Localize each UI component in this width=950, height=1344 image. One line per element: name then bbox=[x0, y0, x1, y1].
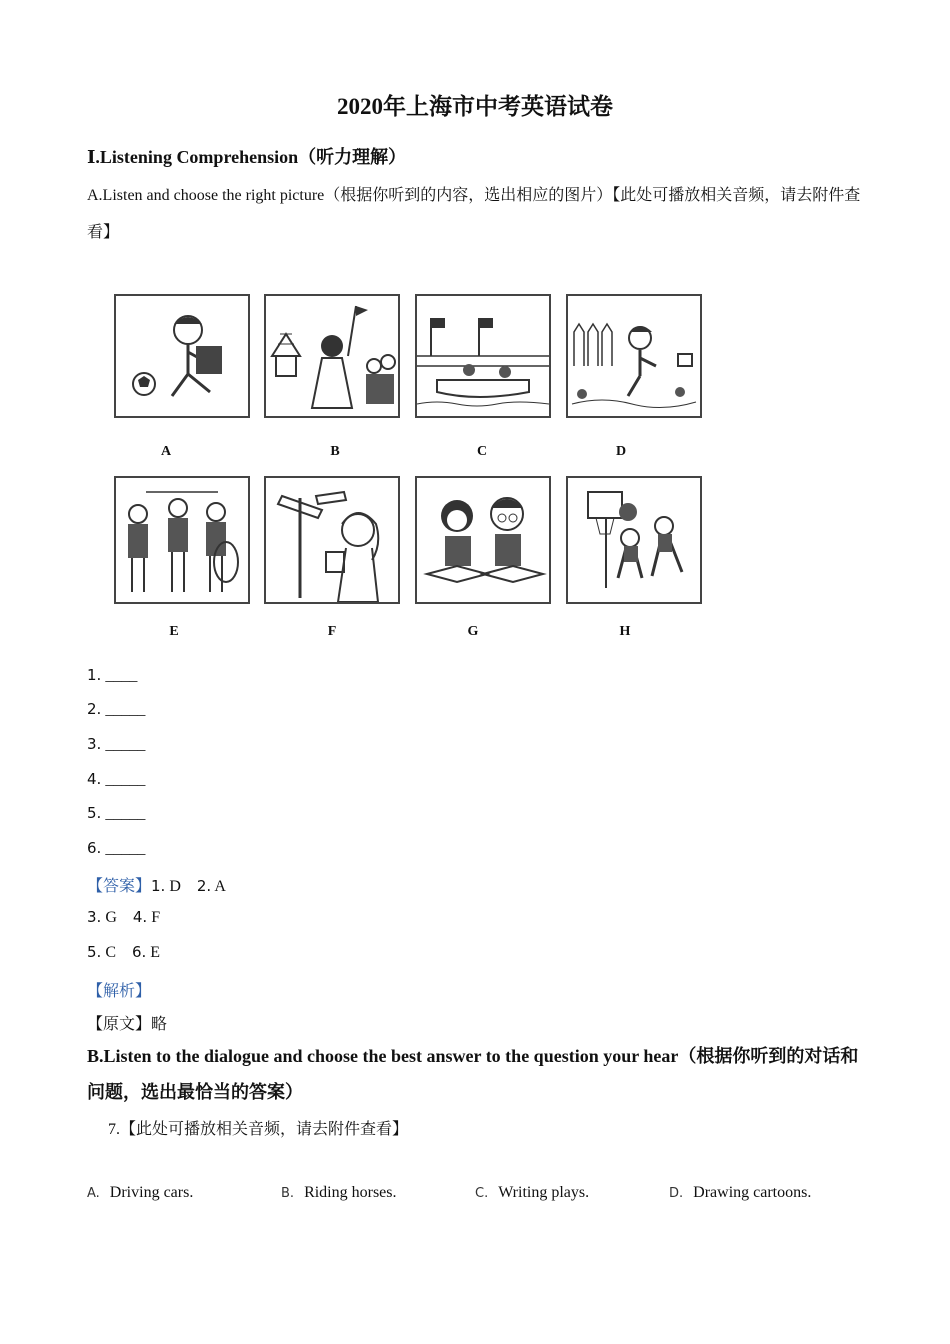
picture-label: F bbox=[327, 624, 337, 639]
original-tag: 【原文】 bbox=[87, 1016, 152, 1033]
picture-label: D bbox=[615, 444, 627, 459]
blank-line-6[interactable]: 6. _____ bbox=[87, 839, 146, 857]
option-c[interactable]: C. Writing plays. bbox=[475, 1184, 590, 1201]
picture-label: G bbox=[467, 624, 479, 639]
picture-b-tour bbox=[264, 294, 400, 418]
answer-line-1: 【答案】1. D 2. A bbox=[87, 877, 226, 895]
picture-e-band bbox=[114, 476, 250, 604]
option-d[interactable]: D. Drawing cartoons. bbox=[669, 1184, 812, 1201]
picture-label: C bbox=[476, 444, 488, 459]
blank-line-1[interactable]: 1. ____ bbox=[87, 666, 138, 684]
picture-g-studying bbox=[415, 476, 551, 604]
option-a[interactable]: A. Driving cars. bbox=[87, 1184, 194, 1201]
blank-line-3[interactable]: 3. _____ bbox=[87, 735, 146, 753]
blank-line-5[interactable]: 5. _____ bbox=[87, 804, 146, 822]
picture-label: H bbox=[619, 624, 631, 639]
picture-label: E bbox=[169, 624, 179, 639]
picture-label: B bbox=[330, 444, 340, 459]
answer-line-2: 3. G 4. F bbox=[87, 908, 161, 926]
part-b-heading: B.Listen to the dialogue and choose the best answer to the question your hear（根据你听到的对话和问题，选出最恰当的答案） bbox=[87, 1046, 859, 1102]
page-title: 2020年上海市中考英语试卷 bbox=[337, 94, 613, 119]
picture-d-gardening bbox=[566, 294, 702, 418]
picture-a-soccer bbox=[114, 294, 250, 418]
original-text: 略 bbox=[151, 1016, 168, 1033]
answer-line-3: 5. C 6. E bbox=[87, 943, 161, 961]
blank-line-4[interactable]: 4. _____ bbox=[87, 770, 146, 788]
picture-label: A bbox=[160, 444, 172, 459]
question-7: 7.【此处可播放相关音频，请去附件查看】 bbox=[108, 1121, 409, 1138]
original-text-line bbox=[87, 1011, 167, 1034]
option-b[interactable]: B. Riding horses. bbox=[281, 1184, 397, 1201]
part-a-instruction: A.Listen and choose the right picture（根据你听到的内容，选出相应的图片）【此处可播放相关音频，请去附件查看】 bbox=[87, 187, 861, 241]
section-heading-listening: Ⅰ.Listening Comprehension（听力理解） bbox=[87, 147, 407, 167]
picture-h-basketball bbox=[566, 476, 702, 604]
analysis-tag: 【解析】 bbox=[87, 983, 152, 1000]
picture-grid bbox=[108, 286, 708, 642]
picture-f-signpost bbox=[264, 476, 400, 604]
answer-tag: 【答案】 bbox=[87, 878, 152, 895]
picture-c-boat bbox=[415, 294, 551, 418]
blank-line-2[interactable]: 2. _____ bbox=[87, 700, 146, 718]
